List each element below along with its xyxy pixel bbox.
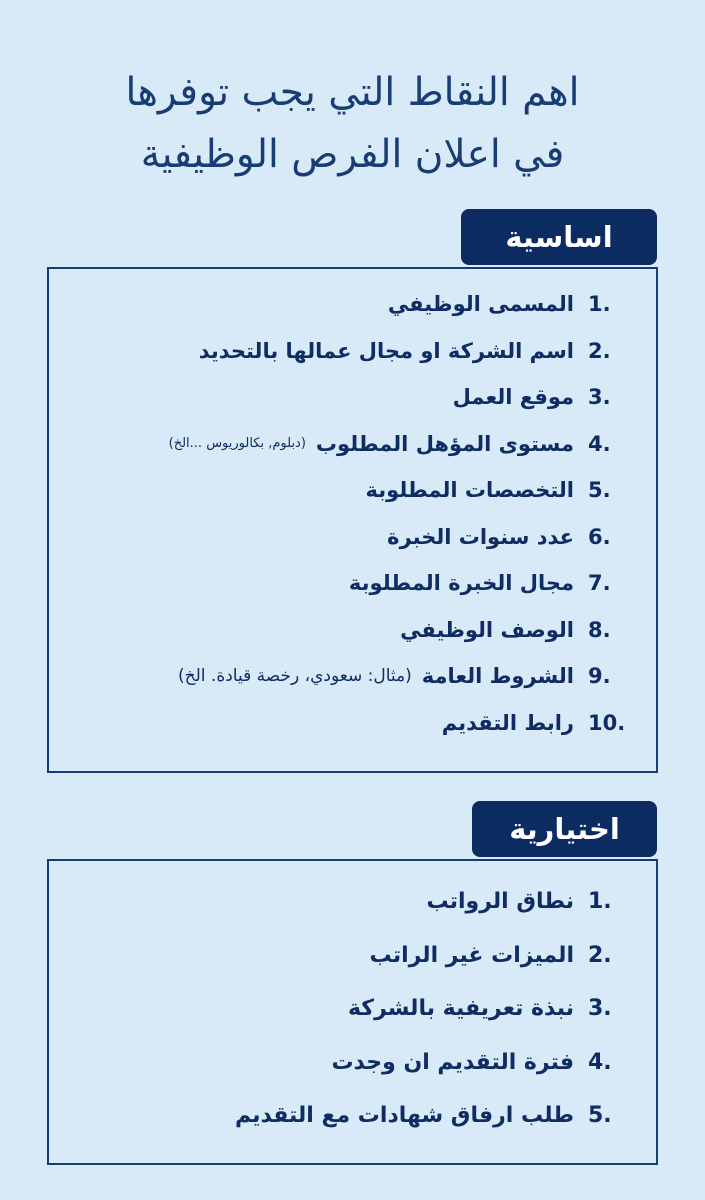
item-text: اسم الشركة او مجال عمالها بالتحديد bbox=[198, 338, 574, 363]
optional-items-list bbox=[61, 875, 648, 1143]
basic-items-list bbox=[61, 281, 648, 746]
item-text: المسمى الوظيفي bbox=[387, 292, 574, 317]
item-number: 2. bbox=[588, 942, 612, 968]
item-number: 5. bbox=[588, 1103, 612, 1129]
item-number: 6. bbox=[588, 524, 611, 549]
optional-section-label: اختيارية bbox=[472, 801, 657, 857]
list-item bbox=[61, 467, 648, 514]
list-item bbox=[61, 875, 648, 929]
item-number: 1. bbox=[588, 292, 611, 317]
item-number: 4. bbox=[588, 1049, 612, 1075]
list-item bbox=[61, 982, 648, 1036]
item-text: مجال الخبرة المطلوبة bbox=[348, 571, 574, 596]
page-title bbox=[0, 62, 705, 186]
item-text: موقع العمل bbox=[452, 385, 574, 410]
item-text: مستوى المؤهل المطلوب bbox=[315, 431, 574, 456]
basic-items-box bbox=[47, 267, 658, 773]
item-text: طلب ارفاق شهادات مع التقديم bbox=[234, 1103, 574, 1129]
list-item bbox=[61, 328, 648, 375]
item-text: الميزات غير الراتب bbox=[369, 942, 574, 968]
item-number: 7. bbox=[588, 571, 611, 596]
item-text: الشروط العامة bbox=[421, 664, 574, 689]
item-number: 4. bbox=[588, 431, 611, 456]
list-item bbox=[61, 1036, 648, 1090]
list-item bbox=[61, 560, 648, 607]
item-text: نبذة تعريفية بالشركة bbox=[347, 996, 574, 1022]
item-number: 2. bbox=[588, 338, 611, 363]
basic-section-label: اساسية bbox=[461, 209, 657, 265]
page-title-line-2: في اعلان الفرص الوظيفية bbox=[140, 132, 565, 177]
item-number: 3. bbox=[588, 385, 611, 410]
item-number: 10. bbox=[588, 710, 626, 735]
optional-items-box bbox=[47, 859, 658, 1165]
item-text: نطاق الرواتب bbox=[426, 889, 574, 915]
list-item bbox=[61, 374, 648, 421]
item-text: التخصصات المطلوبة bbox=[365, 478, 574, 503]
item-note: (مثال: سعودي، رخصة قيادة. الخ) bbox=[178, 666, 412, 687]
list-item bbox=[61, 421, 648, 468]
item-text: الوصف الوظيفي bbox=[400, 617, 574, 642]
item-text: فترة التقديم ان وجدت bbox=[331, 1049, 574, 1075]
item-number: 9. bbox=[588, 664, 611, 689]
item-number: 5. bbox=[588, 478, 611, 503]
item-number: 8. bbox=[588, 617, 611, 642]
item-number: 1. bbox=[588, 889, 612, 915]
list-item bbox=[61, 700, 648, 747]
page-title-line-1: اهم النقاط التي يجب توفرها bbox=[125, 70, 580, 115]
list-item bbox=[61, 653, 648, 700]
list-item bbox=[61, 281, 648, 328]
item-number: 3. bbox=[588, 996, 612, 1022]
item-text: عدد سنوات الخبرة bbox=[387, 524, 574, 549]
item-note: (دبلوم, بكالوريوس ...الخ) bbox=[168, 436, 306, 452]
list-item bbox=[61, 929, 648, 983]
list-item bbox=[61, 514, 648, 561]
item-text: رابط التقديم bbox=[441, 710, 574, 735]
list-item bbox=[61, 1089, 648, 1143]
list-item bbox=[61, 607, 648, 654]
